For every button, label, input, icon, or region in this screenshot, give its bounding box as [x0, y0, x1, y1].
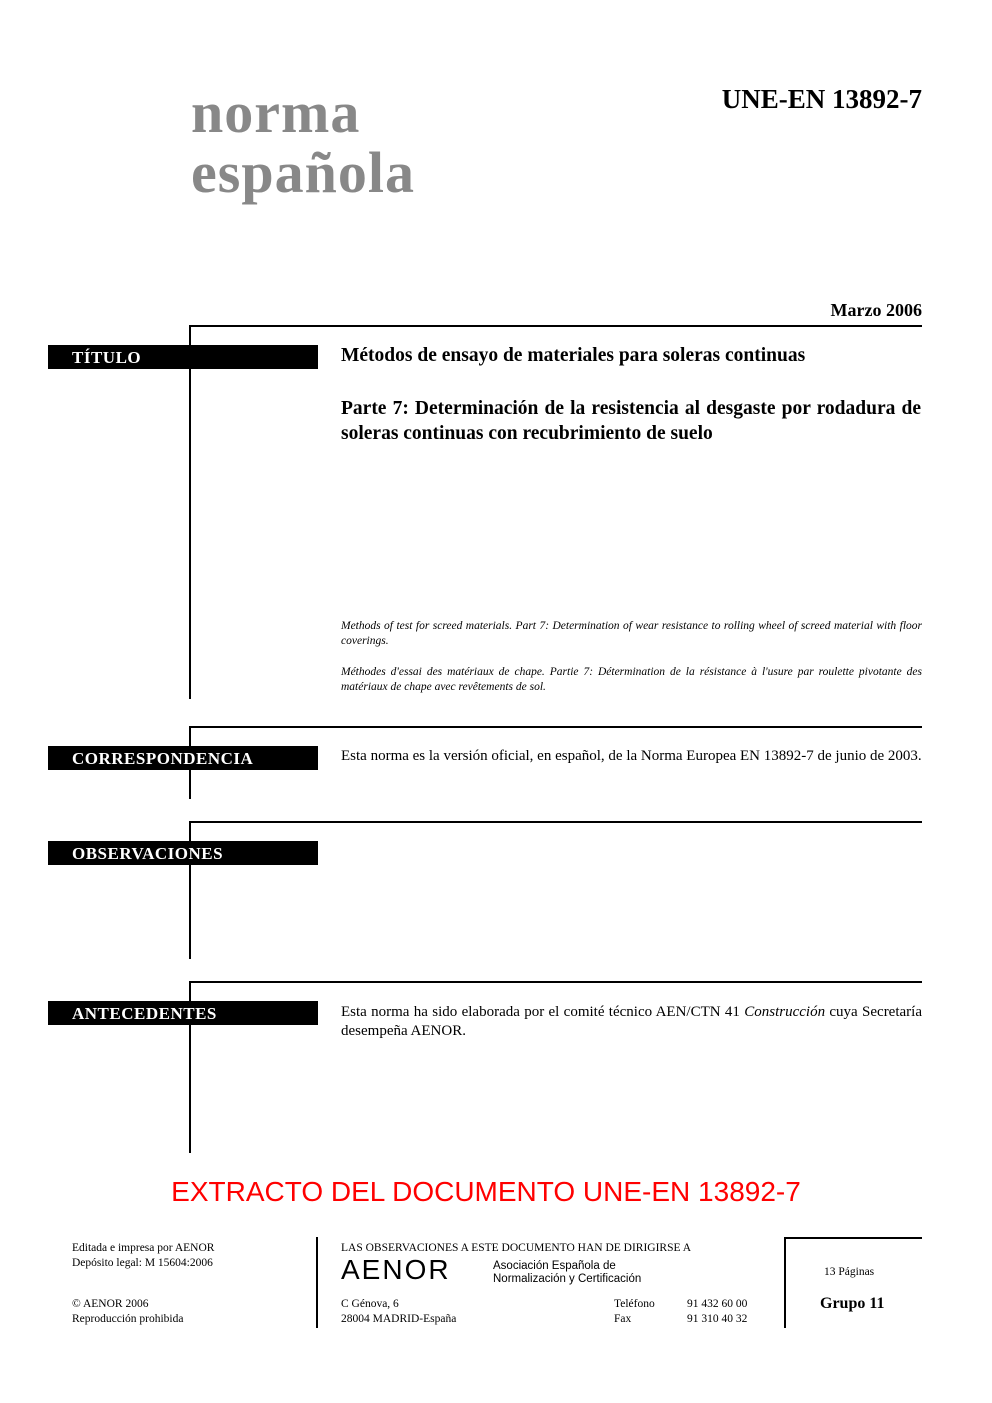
footer-deposit: Depósito legal: M 15604:2006 — [72, 1257, 213, 1269]
divider-titulo — [189, 325, 922, 327]
publication-date: Marzo 2006 — [830, 300, 922, 320]
section-label-observaciones: OBSERVACIONES — [48, 841, 318, 865]
aenor-association-line1: Asociación Española de — [493, 1260, 616, 1272]
section-label-titulo: TÍTULO — [48, 345, 318, 369]
brand-line-espanola: española — [191, 140, 415, 205]
page-count: 13 Páginas — [824, 1266, 875, 1278]
title-part: Parte 7: Determinación de la resistencia al desgaste por rodadura de soleras continuas con recubrimiento de suelo — [341, 398, 921, 444]
price-group: Grupo 11 — [820, 1295, 885, 1312]
footer-phone-label: Teléfono — [614, 1298, 655, 1310]
footer-phone: 91 432 60 00 — [687, 1298, 748, 1310]
divider-observaciones — [189, 821, 922, 823]
footer-observations-note: LAS OBSERVACIONES A ESTE DOCUMENTO HAN DE DIRIGIRSE A — [341, 1242, 692, 1254]
footer-separator-right — [784, 1237, 786, 1328]
aenor-logo: AENOR — [341, 1254, 451, 1285]
title-french: Méthodes d'essai des matériaux de chape. Partie 7: Détermination de la résistance à l'usure par roulette pivotante des matériaux de chape avec revêtements de sol. — [341, 666, 922, 693]
antecedentes-text-end: cuya Secretaría desempeña AENOR. — [341, 1004, 922, 1039]
antecedentes-committee-name: Construcción — [744, 1004, 826, 1020]
footer-reproduction: Reproducción prohibida — [72, 1313, 184, 1325]
antecedentes-text-start: Esta norma ha sido elaborada por el comité técnico AEN/CTN 41 — [341, 1004, 745, 1020]
title-english: Methods of test for screed materials. Part 7: Determination of wear resistance to rolling wheel of screed material with floor coverings. — [341, 620, 922, 647]
footer-fax-label: Fax — [614, 1313, 632, 1325]
footer-address-line1: C Génova, 6 — [341, 1298, 399, 1310]
footer-separator-left — [316, 1237, 318, 1328]
vertical-rule-titulo — [189, 325, 191, 699]
section-label-correspondencia: CORRESPONDENCIA — [48, 746, 318, 770]
brand-line-norma: norma — [191, 80, 361, 145]
aenor-association — [493, 1260, 641, 1286]
footer-box-top — [784, 1237, 922, 1239]
footer-address-line2: 28004 MADRID-España — [341, 1313, 457, 1325]
footer-edited: Editada e impresa por AENOR — [72, 1242, 215, 1254]
title-main: Métodos de ensayo de materiales para soleras continuas — [341, 345, 806, 366]
extract-notice: EXTRACTO DEL DOCUMENTO UNE-EN 13892-7 — [171, 1176, 801, 1207]
footer-fax: 91 310 40 32 — [687, 1313, 748, 1325]
antecedentes-text — [341, 1003, 922, 1041]
correspondencia-text: Esta norma es la versión oficial, en español, de la Norma Europea EN 13892-7 de junio de 2003. — [341, 748, 922, 764]
standard-code: UNE-EN 13892-7 — [721, 84, 922, 114]
divider-antecedentes — [189, 981, 922, 983]
divider-correspondencia — [189, 726, 922, 728]
section-label-antecedentes: ANTECEDENTES — [48, 1001, 318, 1025]
aenor-association-line2: Normalización y Certificación — [493, 1273, 642, 1285]
footer-copyright: © AENOR 2006 — [72, 1298, 149, 1310]
